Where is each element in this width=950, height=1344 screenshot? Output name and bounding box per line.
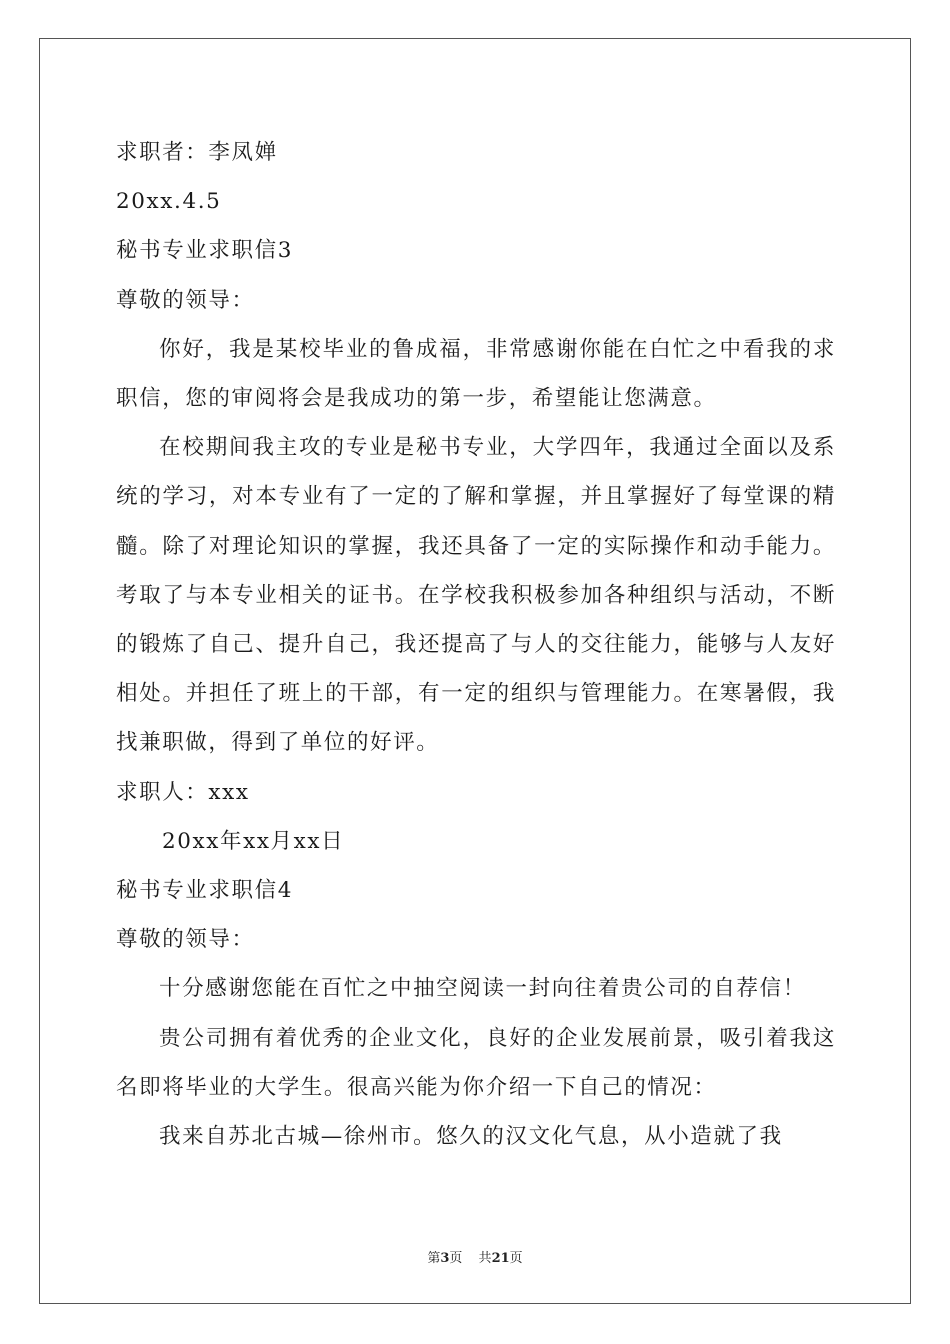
letter-4-salutation: 尊敬的领导： — [116, 927, 255, 953]
page-prefix: 第 — [427, 1251, 441, 1266]
letter-4-paragraph-2: 贵公司拥有着优秀的企业文化，良好的企业发展前景，吸引着我这名即将毕业的大学生。很高兴能为你介绍一下自己的情况： — [116, 1025, 836, 1100]
document-body — [116, 128, 836, 1161]
total-indicator — [479, 1251, 523, 1266]
letter-4-paragraph-1: 十分感谢您能在百忙之中抽空阅读一封向往着贵公司的自荐信！ — [159, 976, 806, 1002]
letter-3-date: 20xx年xx月xx日 — [162, 828, 345, 854]
letter-4-paragraph-3: 我来自苏北古城—徐州市。悠久的汉文化气息，从小造就了我 — [159, 1123, 783, 1149]
letter-3-signature: 求职人：xxx — [116, 779, 250, 805]
letter-4-title: 秘书专业求职信4 — [116, 877, 293, 903]
total-pages: 21 — [491, 1251, 510, 1266]
total-suffix: 页 — [509, 1251, 523, 1266]
letter-3-paragraph-2: 在校期间我主攻的专业是秘书专业，大学四年，我通过全面以及系统的学习，对本专业有了一定的了解和掌握，并且掌握好了每堂课的精髓。除了对理论知识的掌握，我还具备了一定的实际操作和动手能力。考取了与本专业相关的证书。在学校我积极参加各种组织与活动，不断的锻炼了自己、提升自己，我还提高了与人的交往能力，能够与人友好相处。并担任了班上的干部，有一定的组织与管理能力。在寒暑假，我找兼职做，得到了单位的好评。 — [116, 435, 836, 756]
letter-3-title: 秘书专业求职信3 — [116, 238, 293, 264]
date-line: 20xx.4.5 — [116, 189, 222, 215]
total-prefix: 共 — [478, 1251, 492, 1266]
letter-3-salutation: 尊敬的领导： — [116, 287, 255, 313]
applicant-line: 求职者：李凤婵 — [116, 140, 278, 165]
page-footer — [0, 1247, 950, 1266]
page-suffix: 页 — [449, 1251, 463, 1266]
page-number: 3 — [440, 1251, 450, 1266]
page-indicator — [427, 1251, 462, 1266]
letter-3-paragraph-1: 你好，我是某校毕业的鲁成福，非常感谢你能在白忙之中看我的求职信，您的审阅将会是我成功的第一步，希望能让您满意。 — [116, 336, 836, 411]
